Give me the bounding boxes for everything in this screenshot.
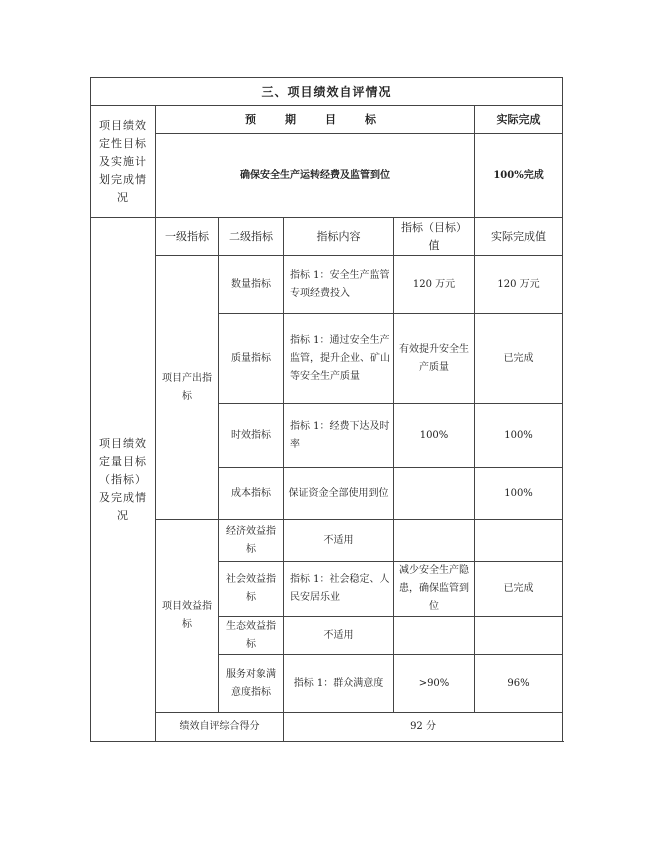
score-value: 92 分 [284, 713, 563, 742]
content-cell: 指标 1：通过安全生产监管，提升企业、矿山等安全生产质量 [284, 314, 394, 404]
group-label-benefit: 项目效益指标 [156, 520, 219, 713]
target-cell: 减少安全生产隐患，确保监管到位 [394, 562, 475, 617]
actual-completion-value: 100%完成 [475, 134, 563, 218]
col-header-target: 指标（目标）值 [394, 218, 475, 256]
level2-cell: 数量指标 [219, 256, 284, 314]
actual-cell: 已完成 [475, 562, 563, 617]
expected-goal-value: 确保安全生产运转经费及监管到位 [156, 134, 475, 218]
qualitative-row-label: 项目绩效定性目标及实施计划完成情况 [91, 106, 156, 218]
content-cell: 不适用 [284, 520, 394, 562]
content-cell: 保证资金全部使用到位 [284, 468, 394, 520]
content-cell: 指标 1：群众满意度 [284, 655, 394, 713]
actual-cell [475, 617, 563, 655]
section-title: 三、项目绩效自评情况 [91, 78, 563, 106]
col-header-level1: 一级指标 [156, 218, 219, 256]
actual-cell: 100% [475, 468, 563, 520]
level2-cell: 成本指标 [219, 468, 284, 520]
actual-cell [475, 520, 563, 562]
actual-completion-header: 实际完成 [475, 106, 563, 134]
quantitative-row-label: 项目绩效定量目标（指标）及完成情况 [91, 218, 156, 742]
col-header-level2: 二级指标 [219, 218, 284, 256]
table-row [91, 520, 563, 562]
col-header-content: 指标内容 [284, 218, 394, 256]
target-cell: 120 万元 [394, 256, 475, 314]
target-cell [394, 468, 475, 520]
actual-cell: 120 万元 [475, 256, 563, 314]
expected-goal-header: 预 期 目 标 [156, 106, 475, 134]
actual-cell: 96% [475, 655, 563, 713]
target-cell: 有效提升安全生产质量 [394, 314, 475, 404]
level2-cell: 生态效益指标 [219, 617, 284, 655]
target-cell: 100% [394, 404, 475, 468]
score-label: 绩效自评综合得分 [156, 713, 284, 742]
level2-cell: 质量指标 [219, 314, 284, 404]
actual-cell: 已完成 [475, 314, 563, 404]
actual-cell: 100% [475, 404, 563, 468]
content-cell: 不适用 [284, 617, 394, 655]
content-cell: 指标 1：安全生产监管专项经费投入 [284, 256, 394, 314]
content-cell: 指标 1：社会稳定、人民安居乐业 [284, 562, 394, 617]
level2-cell: 时效指标 [219, 404, 284, 468]
table-row [91, 256, 563, 314]
col-header-actual: 实际完成值 [475, 218, 563, 256]
level2-cell: 经济效益指标 [219, 520, 284, 562]
content-cell: 指标 1：经费下达及时率 [284, 404, 394, 468]
target-cell: >90% [394, 655, 475, 713]
performance-table [90, 77, 563, 742]
level2-cell: 社会效益指标 [219, 562, 284, 617]
level2-cell: 服务对象满意度指标 [219, 655, 284, 713]
group-label-output: 项目产出指标 [156, 256, 219, 520]
target-cell [394, 520, 475, 562]
target-cell [394, 617, 475, 655]
